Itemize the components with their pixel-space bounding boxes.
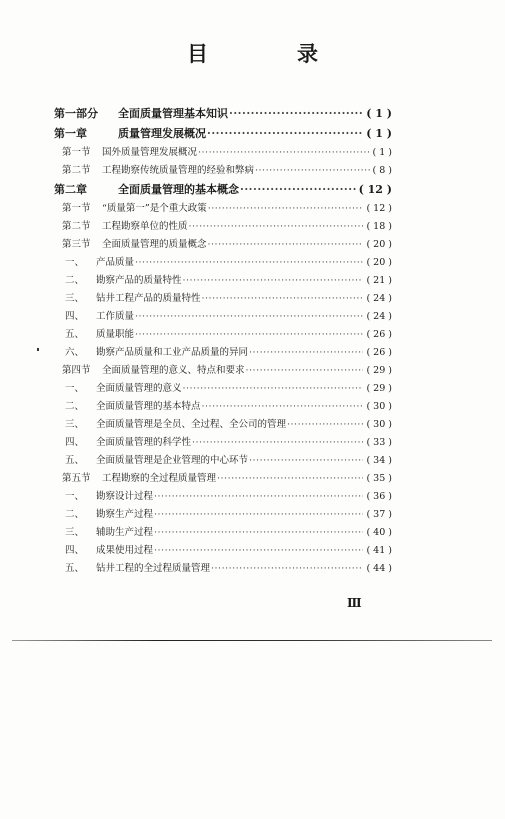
- toc-entry-title: 全面质量管理的科学性: [96, 437, 192, 448]
- dot-leader: [255, 162, 369, 180]
- dot-leader: [183, 380, 364, 398]
- toc-entry-title: 产品质量: [96, 257, 135, 268]
- toc-entry-title: 工程勘察传统质量管理的经验和弊病: [102, 165, 255, 176]
- toc-entry-item: [54, 398, 392, 416]
- toc-entry-number: 五、: [64, 455, 84, 466]
- dot-leader: [135, 326, 363, 344]
- toc-entry-page: ( 24 ): [366, 311, 392, 322]
- toc-entry-number: 五、: [64, 329, 84, 340]
- toc-entry-page: ( 33 ): [366, 437, 392, 448]
- dot-leader: [217, 470, 363, 488]
- dot-leader: [154, 542, 363, 560]
- toc-entry-item: [54, 434, 392, 452]
- toc-entry-title: 勘察设计过程: [96, 491, 154, 502]
- toc-entry-item: [54, 560, 392, 578]
- dot-leader: [135, 308, 363, 326]
- toc-entry-part: [54, 104, 392, 124]
- toc-entry-title: 勘察生产过程: [96, 509, 154, 520]
- toc-entry-page: ( 29 ): [366, 383, 392, 394]
- toc-entry-page: ( 29 ): [366, 365, 392, 376]
- toc-entry-number: 第二节: [62, 165, 91, 176]
- toc-entry-title: 工程勘察的全过程质量管理: [102, 473, 217, 484]
- toc-entry-page: ( 8 ): [372, 165, 392, 176]
- dot-leader: [183, 272, 364, 290]
- toc-entry-chapter: [54, 180, 392, 200]
- toc-entry-title: 勘察产品的质量特性: [96, 275, 182, 286]
- toc-entry-page: ( 30 ): [366, 419, 392, 430]
- page-title: 目 录: [187, 41, 352, 66]
- dot-leader: [208, 236, 364, 254]
- toc-entry-page: ( 44 ): [366, 563, 392, 574]
- toc-entry-title: 辅助生产过程: [96, 527, 154, 538]
- dot-leader: [249, 344, 363, 362]
- toc-entry-number: 二、: [64, 509, 84, 520]
- toc-entry-title: 全面质量管理的质量概念: [102, 239, 207, 250]
- dot-leader: [154, 506, 363, 524]
- toc-entry-number: 四、: [64, 437, 84, 448]
- table-of-contents: [54, 104, 392, 578]
- dot-leader: [202, 398, 364, 416]
- toc-entry-number: 三、: [64, 527, 84, 538]
- toc-entry-title: 质量管理发展概况: [118, 127, 206, 140]
- toc-entry-page: ( 36 ): [366, 491, 392, 502]
- toc-entry-number: 第二节: [62, 221, 91, 232]
- toc-entry-page: ( 35 ): [366, 473, 392, 484]
- dot-leader: [246, 362, 364, 380]
- toc-entry-page: ( 41 ): [366, 545, 392, 556]
- toc-entry-page: ( 34 ): [366, 455, 392, 466]
- toc-entry-number: 三、: [64, 293, 84, 304]
- toc-entry-number: 四、: [64, 311, 84, 322]
- toc-entry-title: 全面质量管理基本知识: [118, 107, 228, 120]
- toc-entry-item: [54, 524, 392, 542]
- toc-entry-page: ( 37 ): [366, 509, 392, 520]
- print-speck: [37, 348, 39, 351]
- toc-entry-page: ( 1 ): [366, 107, 392, 120]
- toc-entry-page: ( 26 ): [366, 329, 392, 340]
- toc-entry-title: 勘察产品质量和工业产品质量的异同: [96, 347, 249, 358]
- toc-entry-title: 全面质量管理是企业管理的中心环节: [96, 455, 249, 466]
- toc-entry-title: 全面质量管理的基本概念: [118, 183, 239, 196]
- toc-entry-title: 工作质量: [96, 311, 135, 322]
- toc-entry-item: [54, 506, 392, 524]
- dot-leader: [154, 524, 363, 542]
- toc-entry-section: [54, 218, 392, 236]
- toc-entry-section: [54, 200, 392, 218]
- toc-entry-number: 第一节: [62, 203, 91, 214]
- toc-entry-number: 一、: [64, 491, 84, 502]
- toc-entry-title: 全面质量管理的意义: [96, 383, 182, 394]
- toc-entry-number: 二、: [64, 275, 84, 286]
- toc-entry-section: [54, 236, 392, 254]
- toc-entry-title: 工程勘察单位的性质: [102, 221, 188, 232]
- toc-entry-title: 成果使用过程: [96, 545, 154, 556]
- dot-leader: [240, 180, 356, 200]
- toc-entry-number: 四、: [64, 545, 84, 556]
- dot-leader: [211, 560, 363, 578]
- toc-entry-page: ( 26 ): [366, 347, 392, 358]
- toc-entry-page: ( 1 ): [372, 147, 392, 158]
- toc-entry-title: “质量第一”是个重大政策: [102, 203, 207, 214]
- toc-entry-page: ( 12 ): [358, 183, 392, 196]
- toc-entry-page: ( 40 ): [366, 527, 392, 538]
- toc-entry-item: [54, 290, 392, 308]
- toc-entry-title: 国外质量管理发展概况: [102, 147, 198, 158]
- toc-entry-item: [54, 344, 392, 362]
- toc-entry-title: 钻井工程的全过程质量管理: [96, 563, 211, 574]
- dot-leader: [135, 254, 363, 272]
- dot-leader: [189, 218, 364, 236]
- toc-entry-title: 全面质量管理的意义、特点和要求: [102, 365, 245, 376]
- toc-entry-item: [54, 416, 392, 434]
- toc-entry-section: [54, 362, 392, 380]
- dot-leader: [229, 104, 363, 124]
- toc-entry-title: 全面质量管理的基本特点: [96, 401, 201, 412]
- toc-entry-title: 全面质量管理是全员、全过程、全公司的管理: [96, 419, 287, 430]
- dot-leader: [154, 488, 363, 506]
- toc-entry-item: [54, 272, 392, 290]
- toc-entry-page: ( 30 ): [366, 401, 392, 412]
- toc-entry-page: ( 18 ): [366, 221, 392, 232]
- dot-leader: [249, 452, 363, 470]
- toc-entry-number: 二、: [64, 401, 84, 412]
- toc-entry-section: [54, 470, 392, 488]
- toc-entry-page: ( 21 ): [366, 275, 392, 286]
- toc-entry-page: ( 12 ): [366, 203, 392, 214]
- toc-entry-item: [54, 308, 392, 326]
- toc-entry-page: ( 20 ): [366, 239, 392, 250]
- dot-leader: [198, 144, 369, 162]
- toc-entry-number: 六、: [64, 347, 84, 358]
- toc-entry-item: [54, 488, 392, 506]
- toc-entry-number: 第一节: [62, 147, 91, 158]
- toc-entry-title: 质量职能: [96, 329, 135, 340]
- toc-entry-chapter: [54, 124, 392, 144]
- toc-entry-item: [54, 452, 392, 470]
- page-edge-line: [12, 640, 492, 641]
- toc-entry-number: 三、: [64, 419, 84, 430]
- toc-entry-item: [54, 542, 392, 560]
- toc-entry-section: [54, 144, 392, 162]
- toc-entry-number: 第二章: [54, 183, 87, 196]
- toc-entry-title: 钻井工程产品的质量特性: [96, 293, 201, 304]
- dot-leader: [207, 124, 363, 144]
- toc-entry-number: 一、: [64, 257, 84, 268]
- toc-entry-page: ( 1 ): [366, 127, 392, 140]
- toc-entry-number: 第一部分: [54, 107, 98, 120]
- toc-entry-number: 第五节: [62, 473, 91, 484]
- dot-leader: [208, 200, 364, 218]
- toc-entry-number: 第四节: [62, 365, 91, 376]
- page-number: Ⅲ: [347, 596, 361, 610]
- toc-entry-number: 五、: [64, 563, 84, 574]
- toc-entry-number: 第一章: [54, 127, 87, 140]
- toc-entry-section: [54, 162, 392, 180]
- dot-leader: [192, 434, 363, 452]
- toc-entry-number: 第三节: [62, 239, 91, 250]
- toc-entry-number: 一、: [64, 383, 84, 394]
- toc-entry-page: ( 24 ): [366, 293, 392, 304]
- dot-leader: [287, 416, 363, 434]
- toc-entry-item: [54, 380, 392, 398]
- toc-entry-item: [54, 326, 392, 344]
- toc-entry-page: ( 20 ): [366, 257, 392, 268]
- toc-entry-item: [54, 254, 392, 272]
- dot-leader: [202, 290, 364, 308]
